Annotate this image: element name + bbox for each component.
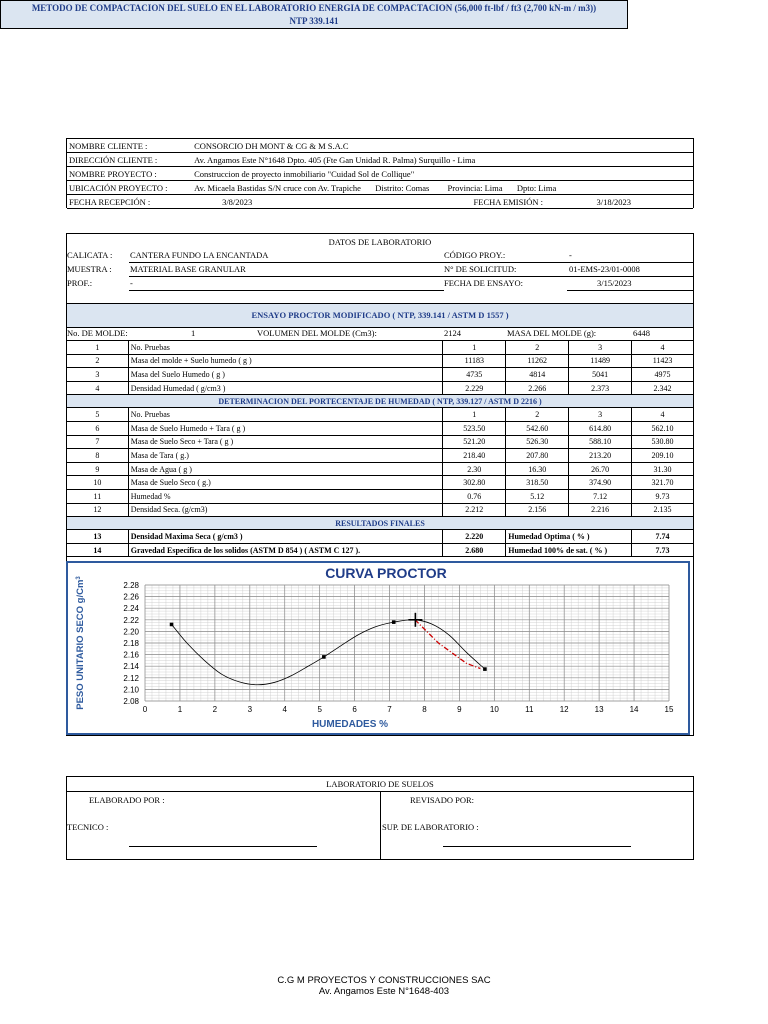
- x-tick-label: 1: [177, 705, 183, 714]
- trial-3-value: 11489: [569, 354, 632, 368]
- report-title-line2: NTP 339.141: [289, 16, 339, 26]
- row-number: 12: [67, 503, 129, 517]
- y-tick-label: 2.26: [123, 592, 139, 602]
- trial-4-value: 4: [632, 341, 694, 355]
- compaction-row: [67, 354, 694, 368]
- mold-number-label: No. DE MOLDE:: [67, 328, 128, 338]
- result-14-number: 14: [67, 543, 129, 557]
- saturation-moisture-value: 7.73: [632, 543, 694, 557]
- max-dry-density-value: 2.220: [443, 530, 506, 544]
- project-location-value: Av. Micaela Bastidas S/N cruce con Av. Trapiche: [194, 182, 361, 193]
- project-location-label: UBICACIÓN PROYECTO :: [67, 181, 192, 195]
- moisture-row: [67, 408, 694, 422]
- row-label: Masa del Suelo Humedo ( g ): [128, 368, 443, 382]
- y-axis-label-sup: 3: [76, 576, 82, 580]
- row-label: Masa de Suelo Humedo + Tara ( g ): [128, 421, 443, 435]
- chart-title: CURVA PROCTOR: [325, 565, 447, 581]
- moisture-row: [67, 421, 694, 435]
- trial-1-value: 4735: [443, 368, 506, 382]
- reception-date-label: FECHA RECEPCIÓN :: [67, 195, 192, 209]
- client-address-label: DIRECCIÓN CLIENTE :: [67, 153, 192, 167]
- mold-volume-value: 2124: [444, 328, 461, 338]
- y-tick-label: 2.14: [123, 662, 139, 672]
- x-tick-label: 9: [457, 705, 462, 714]
- trial-1-value: 1: [443, 341, 506, 355]
- fecha-ensayo-value: 3/15/2023: [597, 278, 632, 288]
- row-label: Humedad %: [128, 489, 443, 503]
- x-tick-label: 5: [317, 705, 322, 714]
- row-number: 11: [67, 489, 129, 503]
- x-tick-label: 13: [594, 705, 604, 714]
- row-label: No. Pruebas: [128, 408, 443, 422]
- x-tick-label: 8: [422, 705, 427, 714]
- row-number: 4: [67, 381, 129, 395]
- codigo-value: -: [569, 250, 572, 260]
- y-tick-label: 2.18: [123, 639, 139, 648]
- proctor-chart: [66, 561, 694, 737]
- moisture-row: [67, 489, 694, 503]
- trial-2-value: 542.60: [506, 421, 569, 435]
- trial-4-value: 31.30: [632, 462, 694, 476]
- trial-4-value: 209.10: [632, 449, 694, 463]
- data-point: [483, 667, 487, 671]
- moisture-row: [67, 449, 694, 463]
- footer-company: C.G M PROYECTOS Y CONSTRUCCIONES SAC: [277, 975, 491, 986]
- trial-4-value: 11423: [632, 354, 694, 368]
- client-info-box: [66, 138, 694, 208]
- x-tick-label: 4: [282, 705, 287, 714]
- trial-2-value: 526.30: [506, 435, 569, 449]
- trial-4-value: 2.135: [632, 503, 694, 517]
- row-label: No. Pruebas: [128, 341, 443, 355]
- y-tick-label: 2.12: [123, 673, 139, 683]
- trial-3-value: 3: [569, 341, 632, 355]
- trial-4-value: 321.70: [632, 476, 694, 490]
- trial-3-value: 374.90: [569, 476, 632, 490]
- y-tick-label: 2.10: [123, 685, 139, 695]
- trial-3-value: 7.12: [569, 489, 632, 503]
- trial-1-value: 2.212: [443, 503, 506, 517]
- trial-4-value: 530.80: [632, 435, 694, 449]
- reception-date-value: 3/8/2023: [192, 195, 471, 209]
- project-province: Provincia: Lima: [447, 182, 503, 193]
- client-name-label: NOMBRE CLIENTE :: [67, 139, 192, 153]
- y-tick-label: 2.22: [123, 615, 139, 625]
- project-district: Distrito: Comas: [375, 182, 430, 193]
- y-axis-label-main: PESO UNITARIO SECO g/Cm: [75, 579, 86, 710]
- x-axis-label: HUMEDADES %: [311, 719, 389, 730]
- report-title-line1: METODO DE COMPACTACION DEL SUELO EN EL LABORATORIO ENERGIA DE COMPACTACION (56,000 ft-lbf / ft3 (2,700 kN-m / m3)): [31, 3, 597, 13]
- trial-4-value: 4: [632, 408, 694, 422]
- x-tick-label: 14: [629, 705, 639, 714]
- trial-2-value: 5.12: [506, 489, 569, 503]
- trial-1-value: 2.30: [443, 462, 506, 476]
- solicitud-value: 01-EMS-23/01-0008: [569, 264, 640, 274]
- trial-3-value: 5041: [569, 368, 632, 382]
- signature-box: [66, 776, 694, 860]
- prepared-by-label: ELABORADO POR :: [89, 795, 165, 805]
- lab-data-box: [66, 233, 694, 736]
- moisture-row: [67, 462, 694, 476]
- calicata-value: CANTERA FUNDO LA ENCANTADA: [130, 250, 269, 260]
- solicitud-label: N° DE SOLICITUD:: [444, 264, 517, 274]
- client-name-value: CONSORCIO DH MONT & CG & M S.A.C: [192, 139, 693, 153]
- lab-supervisor-label: SUP. DE LABORATORIO :: [382, 822, 479, 832]
- row-number: 9: [67, 462, 129, 476]
- humidity-header: DETERMINACION DEL PORTECENTAJE DE HUMEDAD ( NTP, 339.127 / ASTM D 2216 ): [67, 395, 694, 408]
- trial-3-value: 213.20: [569, 449, 632, 463]
- x-tick-label: 11: [525, 705, 534, 714]
- row-number: 10: [67, 476, 129, 490]
- x-tick-label: 3: [247, 705, 253, 714]
- supervisor-signature-line: [443, 846, 631, 847]
- trial-2-value: 16.30: [506, 462, 569, 476]
- y-axis-label: [75, 576, 86, 710]
- row-label: Masa de Suelo Seco + Tara ( g ): [128, 435, 443, 449]
- calicata-label: CALICATA :: [67, 250, 113, 260]
- trial-1-value: 0.76: [443, 489, 506, 503]
- muestra-label: MUESTRA :: [67, 264, 112, 274]
- y-tick-label: 2.08: [123, 697, 139, 706]
- trial-3-value: 588.10: [569, 435, 632, 449]
- client-info-table: [67, 139, 693, 209]
- trial-3-value: 3: [569, 408, 632, 422]
- trial-4-value: 562.10: [632, 421, 694, 435]
- trial-1-value: 218.40: [443, 449, 506, 463]
- compaction-row: [67, 368, 694, 382]
- moisture-row: [67, 435, 694, 449]
- results-header: RESULTADOS FINALES: [67, 517, 694, 530]
- row-label: Masa de Suelo Seco ( g.): [128, 476, 443, 490]
- trial-1-value: 1: [443, 408, 506, 422]
- x-tick-label: 2: [212, 705, 218, 714]
- client-address-value: Av. Angamos Este N°1648 Dpto. 405 (Fte Gan Unidad R. Palma) Surquillo - Lima: [192, 153, 693, 167]
- muestra-value: MATERIAL BASE GRANULAR: [130, 264, 246, 274]
- y-tick-label: 2.24: [123, 604, 139, 614]
- trial-3-value: 614.80: [569, 421, 632, 435]
- proctor-header: ENSAYO PROCTOR MODIFICADO ( NTP, 339.141 / ASTM D 1557 ): [67, 303, 693, 327]
- trial-1-value: 523.50: [443, 421, 506, 435]
- trial-2-value: 318.50: [506, 476, 569, 490]
- mold-volume-label: VOLUMEN DEL MOLDE (Cm3):: [257, 328, 377, 338]
- trial-2-value: 2.266: [506, 381, 569, 395]
- y-tick-label: 2.28: [123, 581, 139, 590]
- trial-3-value: 2.216: [569, 503, 632, 517]
- trial-3-value: 26.70: [569, 462, 632, 476]
- row-number: 7: [67, 435, 129, 449]
- emission-date-label: FECHA EMISIÓN :: [472, 195, 595, 209]
- row-label: Masa del molde + Suelo humedo ( g ): [128, 354, 443, 368]
- trial-4-value: 9.73: [632, 489, 694, 503]
- prof-label: PROF.:: [67, 278, 93, 288]
- trial-2-value: 2: [506, 408, 569, 422]
- report-title: [0, 0, 628, 29]
- trial-1-value: 11183: [443, 354, 506, 368]
- row-label: Masa de Tara ( g.): [128, 449, 443, 463]
- trial-2-value: 2: [506, 341, 569, 355]
- trial-2-value: 4814: [506, 368, 569, 382]
- project-department: Dpto: Lima: [516, 182, 557, 193]
- trial-2-value: 11262: [506, 354, 569, 368]
- project-name-value: Construccion de proyecto inmobiliario "Cuidad Sol de Collique": [192, 167, 693, 181]
- row-number: 5: [67, 408, 129, 422]
- row-label: Densidad Seca. (g/cm3): [128, 503, 443, 517]
- row-label: Masa de Agua ( g ): [128, 462, 443, 476]
- trial-2-value: 207.80: [506, 449, 569, 463]
- row-number: 2: [67, 354, 129, 368]
- trial-4-value: 2.342: [632, 381, 694, 395]
- codigo-label: CÓDIGO PROY.:: [444, 250, 506, 260]
- optimum-moisture-value: 7.74: [632, 530, 694, 544]
- x-tick-label: 0: [142, 705, 148, 714]
- data-point: [322, 655, 326, 659]
- optimum-moisture-label: Humedad Optima ( % ): [506, 530, 632, 544]
- row-number: 1: [67, 341, 129, 355]
- footer-address: Av. Angamos Este N°1648-403: [318, 986, 450, 997]
- data-point: [170, 623, 174, 627]
- trial-3-value: 2.373: [569, 381, 632, 395]
- row-number: 6: [67, 421, 129, 435]
- specific-gravity-label: Gravedad Específica de los solidos (ASTM D 854 ) ( ASTM C 127 ).: [128, 543, 443, 557]
- mold-number-value: 1: [191, 328, 196, 338]
- trial-1-value: 2.229: [443, 381, 506, 395]
- x-tick-label: 7: [387, 705, 392, 714]
- row-label: Densidad Humedad ( g/cm3 ): [128, 381, 443, 395]
- emission-date-value: 3/18/2023: [595, 195, 693, 209]
- x-tick-label: 10: [489, 705, 499, 714]
- mold-mass-label: MASA DEL MOLDE (g):: [507, 328, 597, 338]
- specific-gravity-value: 2.680: [443, 543, 506, 557]
- compaction-row: [67, 341, 694, 355]
- row-number: 8: [67, 449, 129, 463]
- saturation-moisture-label: Humedad 100% de sat. ( % ): [506, 543, 632, 557]
- proctor-table: [66, 340, 694, 557]
- trial-4-value: 4975: [632, 368, 694, 382]
- signature-header: LABORATORIO DE SUELOS: [326, 779, 434, 789]
- result-13-number: 13: [67, 530, 129, 544]
- prof-value: -: [130, 278, 133, 288]
- lab-data-header: DATOS DE LABORATORIO: [328, 237, 432, 247]
- technician-label: TECNICO :: [67, 822, 109, 832]
- compaction-row: [67, 381, 694, 395]
- moisture-row: [67, 503, 694, 517]
- trial-2-value: 2.156: [506, 503, 569, 517]
- x-tick-label: 15: [664, 705, 674, 714]
- trial-1-value: 521.20: [443, 435, 506, 449]
- moisture-row: [67, 476, 694, 490]
- data-point: [392, 620, 396, 624]
- project-name-label: NOMBRE PROYECTO :: [67, 167, 192, 181]
- fecha-ensayo-label: FECHA DE ENSAYO:: [444, 278, 524, 288]
- y-tick-label: 2.16: [123, 650, 139, 660]
- trial-1-value: 302.80: [443, 476, 506, 490]
- y-tick-label: 2.20: [123, 627, 139, 637]
- row-number: 3: [67, 368, 129, 382]
- technician-signature-line: [129, 846, 317, 847]
- mold-mass-value: 6448: [633, 328, 650, 338]
- mold-row: [67, 327, 693, 341]
- x-tick-label: 6: [352, 705, 357, 714]
- x-tick-label: 12: [559, 705, 569, 714]
- max-dry-density-label: Densidad Maxima Seca ( g/cm3 ): [128, 530, 443, 544]
- reviewed-by-label: REVISADO POR:: [410, 795, 474, 805]
